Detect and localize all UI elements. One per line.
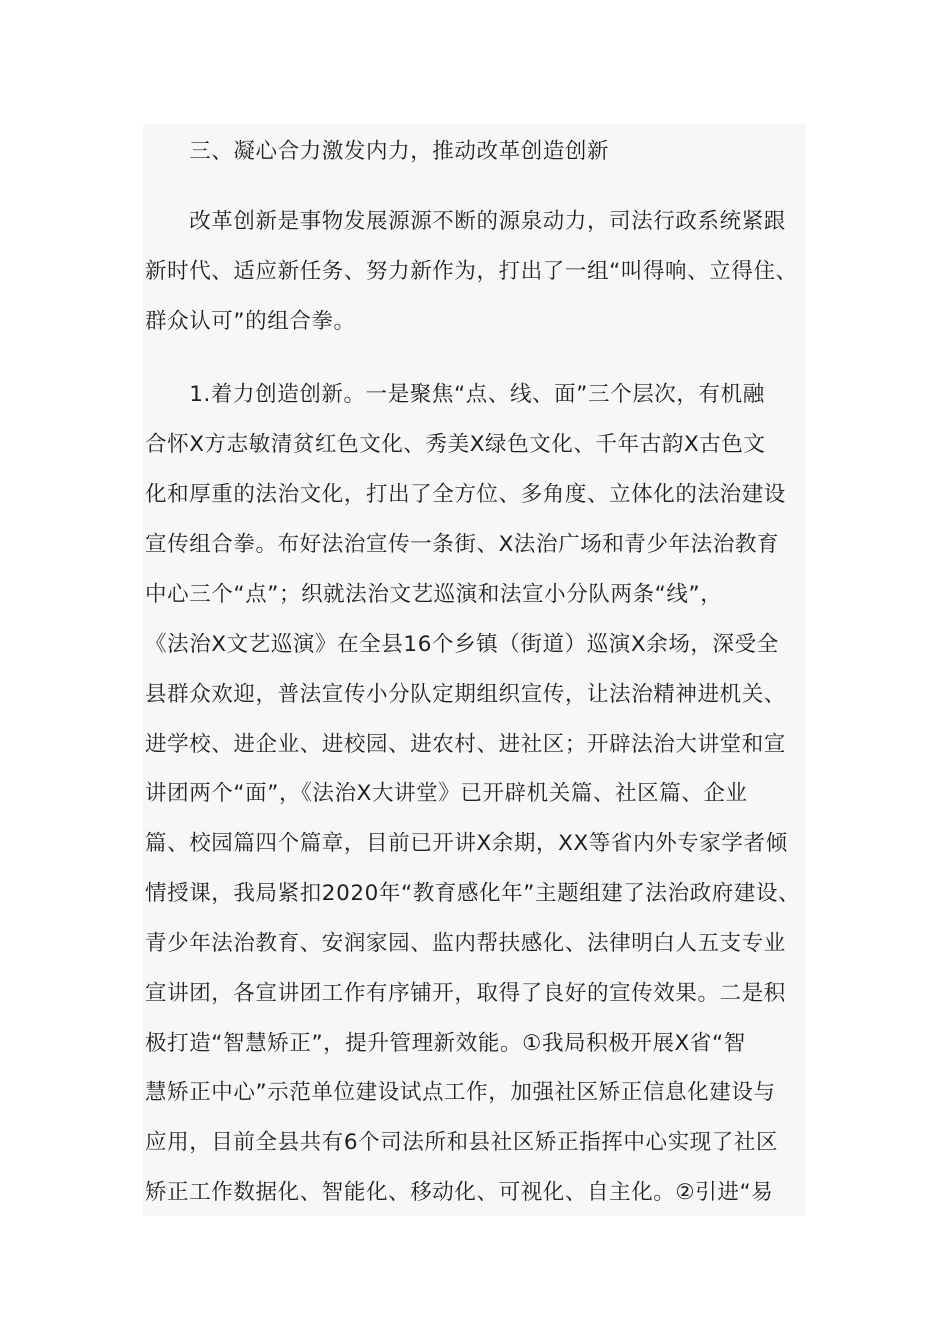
paragraph-line: 改革创新是事物发展源源不断的源泉动力，司法行政系统紧跟 xyxy=(145,209,786,234)
paragraph-line: 宣传组合拳。布好法治宣传一条街、X法治广场和青少年法治教育 xyxy=(145,532,780,557)
paragraph-line: 1.着力创造创新。一是聚焦“点、线、面”三个层次，有机融 xyxy=(145,382,765,407)
paragraph-line: 县群众欢迎，普法宣传小分队定期组织宣传，让法治精神进机关、 xyxy=(145,682,786,707)
paragraph-line: 篇、校园篇四个篇章，目前已开讲X余期，XX等省内外专家学者倾 xyxy=(145,831,788,856)
section-heading: 三、凝心合力激发内力，推动改革创造创新 xyxy=(145,139,610,164)
paragraph-line: 青少年法治教育、安润家园、监内帮扶感化、法律明白人五支专业 xyxy=(145,931,786,956)
paragraph-line: 极打造“智慧矫正”，提升管理新效能。①我局积极开展X省“智 xyxy=(145,1031,746,1056)
paragraph-line: 化和厚重的法治文化，打出了全方位、多角度、立体化的法治建设 xyxy=(145,482,786,507)
paragraph-line: 矫正工作数据化、智能化、移动化、可视化、自主化。②引进“易 xyxy=(145,1180,774,1205)
paragraph-line: 群众认可”的组合拳。 xyxy=(145,309,356,334)
paragraph-line: 《法治X文艺巡演》在全县16个乡镇（街道）巡演X余场，深受全 xyxy=(145,632,779,657)
paragraph-line: 慧矫正中心”示范单位建设试点工作，加强社区矫正信息化建设与 xyxy=(145,1080,776,1105)
paragraph-line: 情授课，我局紧扣2020年“教育感化年”主题组建了法治政府建设、 xyxy=(145,881,801,906)
paragraph-line: 新时代、适应新任务、努力新作为，打出了一组“叫得响、立得住、 xyxy=(145,259,798,284)
paragraph-line: 进学校、进企业、进校园、进农村、进社区；开辟法治大讲堂和宣 xyxy=(145,732,786,757)
paragraph-line: 合怀X方志敏清贫红色文化、秀美X绿色文化、千年古韵X古色文 xyxy=(145,432,766,457)
paragraph-line: 应用，目前全县共有6个司法所和县社区矫正指挥中心实现了社区 xyxy=(145,1130,779,1155)
paragraph-line: 宣讲团，各宣讲团工作有序铺开，取得了良好的宣传效果。二是积 xyxy=(145,981,786,1006)
paragraph-line: 讲团两个“面”，《法治X大讲堂》已开辟机关篇、社区篇、企业 xyxy=(145,781,748,806)
paragraph-line: 中心三个“点”；织就法治文艺巡演和法宣小分队两条“线”， xyxy=(145,582,723,607)
